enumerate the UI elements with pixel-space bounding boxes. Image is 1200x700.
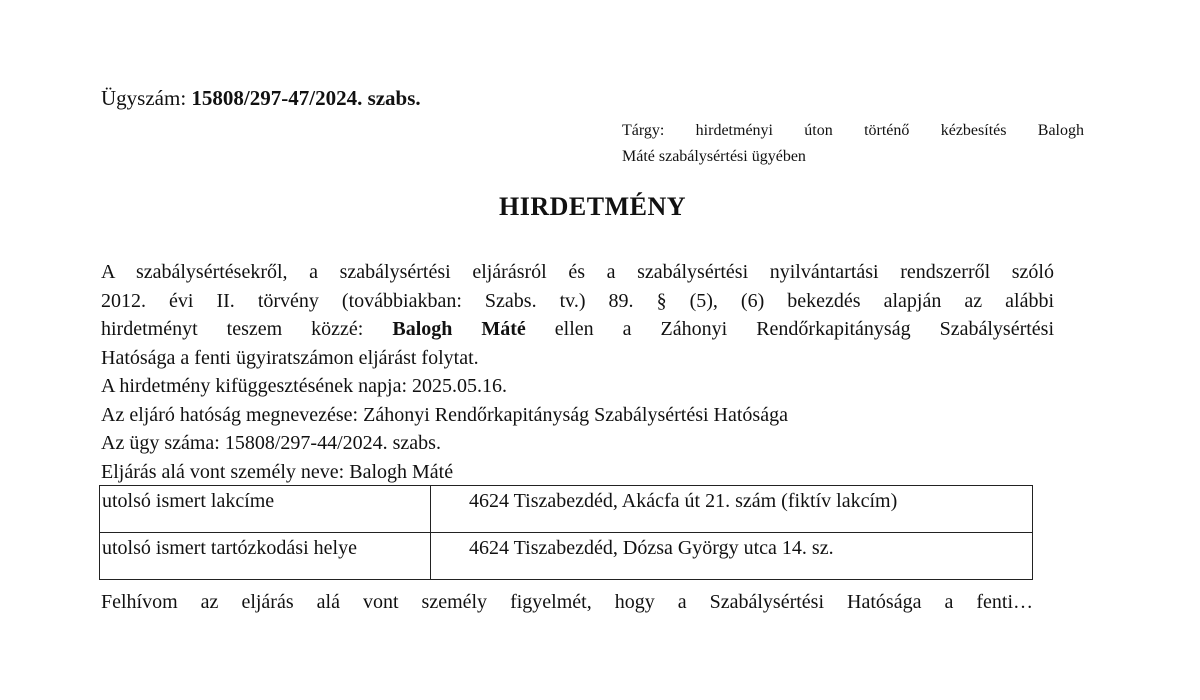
subject-block: [622, 118, 1084, 170]
body-line-2: 2012. évi II. törvény (továbbiakban: Szabs. tv.) 89. § (5), (6) bekezdés alapján az alábbi: [101, 289, 1054, 312]
body-line-3-end: ellen a Záhonyi Rendőrkapitányság Szabálysértési: [525, 318, 1054, 340]
footer-text: Felhívom az eljárás alá vont személy figyelmét, hogy a Szabálysértési Hatósága a fenti…: [101, 591, 1033, 613]
case-number-label: Ügyszám:: [101, 86, 187, 110]
residence-value-cell: 4624 Tiszabezdéd, Dózsa György utca 14. sz.: [431, 533, 1033, 580]
body-line-3-start: hirdetményt teszem közzé:: [101, 318, 393, 340]
table-row: [100, 486, 1033, 533]
address-label-cell: utolsó ismert lakcíme: [100, 486, 431, 533]
address-value-cell: 4624 Tiszabezdéd, Akácfa út 21. szám (fiktív lakcím): [431, 486, 1033, 533]
case-reference: Az ügy száma: 15808/297-44/2024. szabs.: [101, 432, 441, 454]
authority-name: Az eljáró hatóság megnevezése: Záhonyi Rendőrkapitányság Szabálysértési Hatósága: [101, 404, 788, 426]
table-row: [100, 533, 1033, 580]
residence-label-cell: utolsó ismert tartózkodási helye: [100, 533, 431, 580]
address-table: [99, 485, 1033, 580]
subject-line-2: Máté szabálysértési ügyében: [622, 148, 806, 165]
case-number-value: 15808/297-47/2024. szabs.: [191, 86, 421, 110]
subject-person-name: Balogh Máté: [392, 318, 526, 340]
document-title: HIRDETMÉNY: [498, 192, 686, 221]
body-line-3: [101, 315, 1054, 344]
body-line-1: A szabálysértésekről, a szabálysértési eljárásról és a szabálysértési nyilvántartási rendszerről szóló: [101, 261, 1054, 283]
person-name-line: Eljárás alá vont személy neve: Balogh Máté: [101, 461, 454, 483]
subject-line-1: Tárgy: hirdetményi úton történő kézbesítés Balogh: [622, 122, 1084, 139]
case-number-line: [101, 84, 421, 112]
body-paragraph: [101, 258, 1054, 372]
body-line-4: Hatósága a fenti ügyiratszámon eljárást folytat.: [101, 346, 479, 369]
posting-date: A hirdetmény kifüggesztésének napja: 2025.05.16.: [101, 375, 508, 397]
